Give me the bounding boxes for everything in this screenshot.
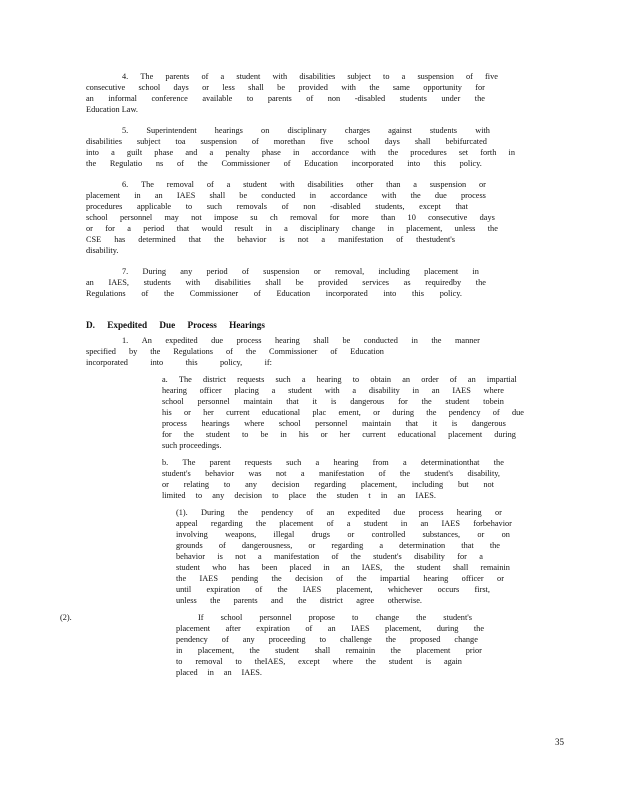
sub-1-line: the IAES pending the decision of the impartial hearing officer or [176, 574, 504, 583]
sub-1-line: behavior is not a manifestation of the student's disability for a [176, 552, 483, 561]
sub-1-line: until expiration of the IAES placement, whichever occurs first, [176, 585, 490, 594]
item-a-line: a. The district requests such a hearing to obtain an order of an impartial [162, 375, 517, 384]
sub-1-line: unless the parents and the district agree otherwise. [176, 596, 422, 605]
paragraph-4-line: consecutive school days or less shall be provided with the same opportunity for [86, 83, 485, 92]
item-b-line: b. The parent requests such a hearing from a determinationthat the [162, 458, 504, 467]
item-a-line: such proceedings. [162, 441, 222, 450]
page-number: 35 [555, 737, 564, 747]
paragraph-5-line: disabilities subject toa suspension of morethan five school days shall bebifurcated [86, 137, 487, 146]
paragraph-5-line: into a guilt phase and a penalty phase in accordance with the procedures set forth in [86, 148, 515, 157]
paragraph-d1-line: specified by the Regulations of the Commissioner of Education [86, 347, 384, 356]
item-b-line: limited to any decision to place the studen t in an IAES. [162, 491, 436, 500]
paragraph-7-line: Regulations of the Commissioner of Education incorporated into this policy. [86, 289, 462, 298]
sub-2-label: (2). [60, 613, 72, 622]
sub-2-line: placement after expiration of an IAES placement, during the [176, 624, 484, 633]
sub-2-line: in placement, the student shall remainin the placement prior [176, 646, 482, 655]
item-a-line: school personnel maintain that it is dangerous for the student tobein [162, 397, 504, 406]
item-a-line: hearing officer placing a student with a disability in an IAES where [162, 386, 504, 395]
item-a-line: his or her current educational plac ement, or during the pendency of due [162, 408, 524, 417]
section-d-heading: D. Expedited Due Process Hearings [86, 320, 265, 330]
sub-1-line: appeal regarding the placement of a student in an IAES forbehavior [176, 519, 512, 528]
paragraph-6-line: or for a period that would result in a disciplinary change in placement, unless the [86, 224, 498, 233]
paragraph-6-line: placement in an IAES shall be conducted in accordance with the due process [86, 191, 486, 200]
sub-2-line: If school personnel propose to change the student's [198, 613, 472, 622]
paragraph-6-line: school personnel may not impose su ch removal for more than 10 consecutive days [86, 213, 495, 222]
paragraph-6-line: procedures applicable to such removals of non -disabled students, except that [86, 202, 468, 211]
item-a-line: for the student to be in his or her current educational placement during [162, 430, 516, 439]
sub-2-line: pendency of any proceeding to challenge the proposed change [176, 635, 478, 644]
paragraph-6-line: disability. [86, 246, 119, 255]
paragraph-4-line: 4. The parents of a student with disabilities subject to a suspension of five [122, 72, 498, 81]
paragraph-7-line: an IAES, students with disabilities shall be provided services as requiredby the [86, 278, 486, 287]
paragraph-4-line: an informal conference available to parents of non -disabled students under the [86, 94, 485, 103]
paragraph-5-line: the Regulatio ns of the Commissioner of Education incorporated into this policy. [86, 159, 482, 168]
paragraph-6-line: CSE has determined that the behavior is not a manifestation of thestudent's [86, 235, 455, 244]
sub-1-line: grounds of dangerousness, or regarding a determination that the [176, 541, 500, 550]
sub-1-line: (1). During the pendency of an expedited due process hearing or [176, 508, 502, 517]
paragraph-4-line: Education Law. [86, 105, 138, 114]
sub-1-line: student who has been placed in an IAES, the student shall remainin [176, 563, 510, 572]
paragraph-7-line: 7. During any period of suspension or removal, including placement in [122, 267, 479, 276]
item-a-line: process hearings where school personnel maintain that it is dangerous [162, 419, 506, 428]
paragraph-6-line: 6. The removal of a student with disabilities other than a suspension or [122, 180, 486, 189]
sub-1-line: involving weapons, illegal drugs or controlled substances, or on [176, 530, 510, 539]
item-b-line: or relating to any decision regarding placement, including but not [162, 480, 494, 489]
paragraph-d1-line: incorporated into this policy, if: [86, 358, 272, 367]
item-b-line: student's behavior was not a manifestation of the student's disability, [162, 469, 500, 478]
sub-2-line: placed in an IAES. [176, 668, 262, 677]
paragraph-d1-line: 1. An expedited due process hearing shall be conducted in the manner [122, 336, 480, 345]
paragraph-5-line: 5. Superintendent hearings on disciplinary charges against students with [122, 126, 490, 135]
sub-2-line: to removal to theIAES, except where the student is again [176, 657, 462, 666]
